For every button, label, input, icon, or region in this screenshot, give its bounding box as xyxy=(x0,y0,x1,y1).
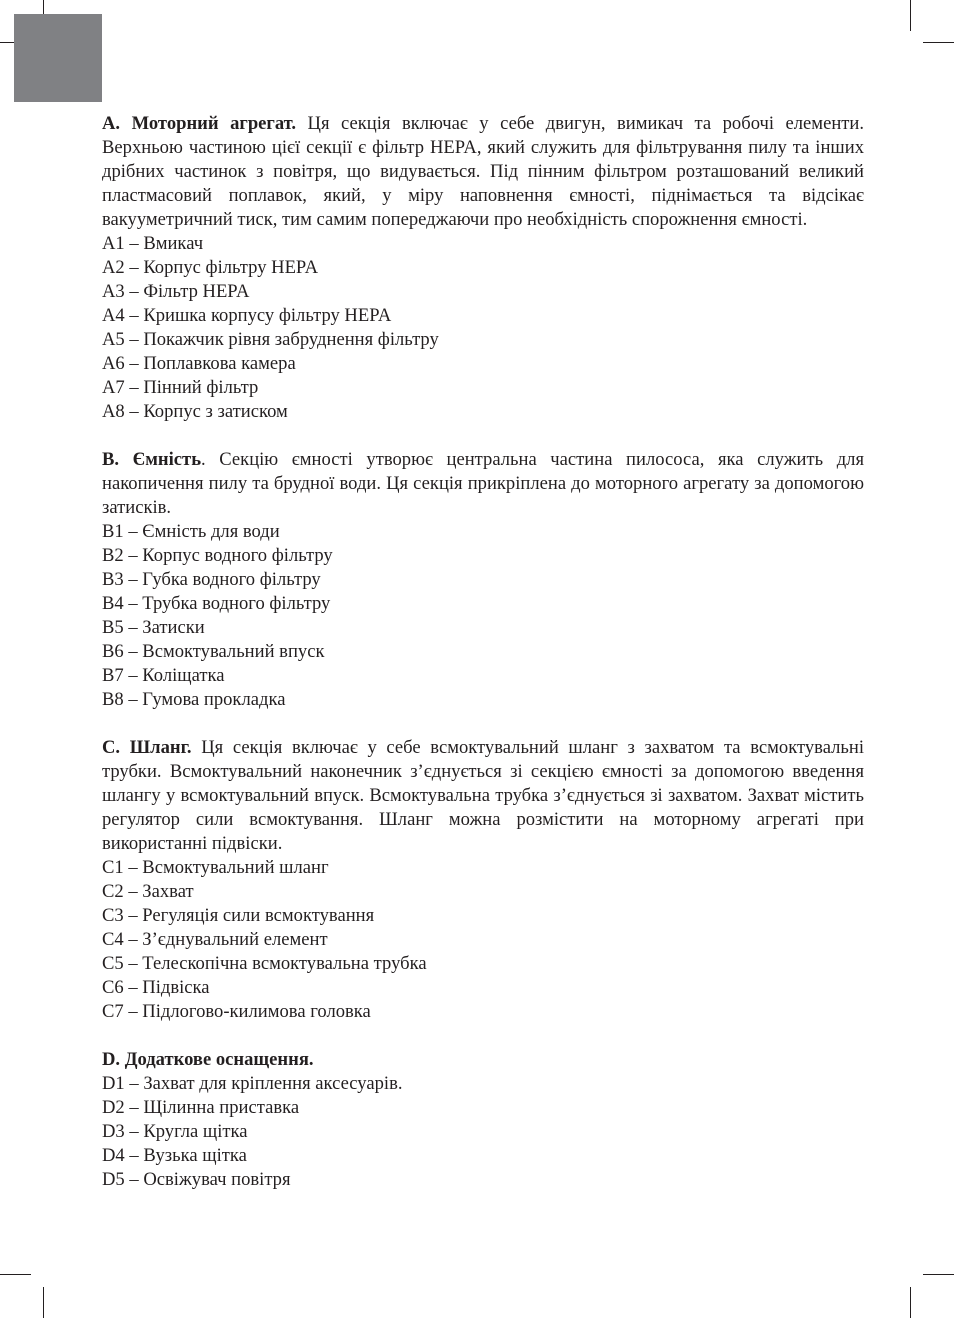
crop-mark-top-right-horizontal xyxy=(923,42,954,43)
crop-mark-bottom-right-vertical xyxy=(910,1287,911,1318)
section-intro xyxy=(102,1048,864,1072)
list-item: B2 – Корпус водного фільтру xyxy=(102,545,333,566)
list-item: D1 – Захват для кріплення аксесуарів. xyxy=(102,1073,403,1094)
list-item: B5 – Затиски xyxy=(102,617,205,638)
section-intro xyxy=(102,736,864,856)
list-item: A6 – Поплавкова камера xyxy=(102,353,296,374)
crop-mark-top-right-vertical xyxy=(910,0,911,31)
list-item: A2 – Корпус фільтру HEPA xyxy=(102,257,318,278)
list-item: C2 – Захват xyxy=(102,881,194,902)
section-text: Ця секція включає у себе двигун, вимикач та робочі елементи. Верхньою частиною цієї секції є фільтр HEPA, який служить для фільтрування пилу та інших дрібних частинок з повітря, що видувається. Під пінним фільтром розташований великий пластмасовий поплавок, який, у міру наповнення ємності, піднімається та відсікає вакууметричний тиск, тим самим попереджаючи про необхідність спорожнення ємності. xyxy=(102,113,864,230)
section-text: . Секцію ємності утворює центральна частина пилососа, яка служить для накопичення пилу та брудної води. Ця секція прикріплена до моторного агрегату за допомогою затисків. xyxy=(102,449,865,518)
list-item: B7 – Коліщатка xyxy=(102,665,225,686)
document-body xyxy=(102,112,864,1216)
list-item: D5 – Освіжувач повітря xyxy=(102,1169,291,1190)
list-item: C4 – З’єднувальний елемент xyxy=(102,929,328,950)
list-item: B8 – Гумова прокладка xyxy=(102,689,286,710)
list-item: D2 – Щілинна приставка xyxy=(102,1097,300,1118)
list-item: C3 – Регуляція сили всмоктування xyxy=(102,905,375,926)
list-item: B3 – Губка водного фільтру xyxy=(102,569,321,590)
crop-mark-bottom-right-horizontal xyxy=(923,1274,954,1275)
section-heading: C. Шланг. xyxy=(102,737,192,758)
list-item: C6 – Підвіска xyxy=(102,977,210,998)
section-a xyxy=(102,112,864,424)
section-d xyxy=(102,1048,864,1192)
list-item: B1 – Ємність для води xyxy=(102,521,280,542)
crop-mark-bottom-left-horizontal xyxy=(0,1274,31,1275)
section-heading: B. Ємність xyxy=(102,449,202,470)
list-item: B4 – Трубка водного фільтру xyxy=(102,593,331,614)
list-item: C5 – Телескопічна всмоктувальна трубка xyxy=(102,953,427,974)
list-item: A1 – Вмикач xyxy=(102,233,204,254)
section-heading: D. Додаткове оснащення. xyxy=(102,1049,314,1070)
list-item: D4 – Вузька щітка xyxy=(102,1145,247,1166)
crop-mark-bottom-left-vertical xyxy=(43,1287,44,1318)
section-text: Ця секція включає у себе всмоктувальний шланг з захватом та всмоктувальні трубки. Всмоктувальний наконечник з’єднується зі секцією ємності за допомогою введення шлангу у всмоктувальний впуск. Всмоктувальна трубка з’єднується зі захватом. Захват містить регулятор сили всмоктування. Шланг можна розмістити на моторному агрегаті при використанні підвіски. xyxy=(102,737,864,854)
list-item: A4 – Кришка корпусу фільтру HEPA xyxy=(102,305,392,326)
list-item: C7 – Підлогово-килимова головка xyxy=(102,1001,371,1022)
list-item: D3 – Кругла щітка xyxy=(102,1121,248,1142)
corner-color-block xyxy=(14,14,102,102)
section-intro xyxy=(102,112,864,232)
list-item: A8 – Корпус з затиском xyxy=(102,401,288,422)
list-item: A5 – Покажчик рівня забруднення фільтру xyxy=(102,329,439,350)
list-item: A3 – Фільтр HEPA xyxy=(102,281,250,302)
section-heading: A. Моторний агрегат. xyxy=(102,113,297,134)
section-b xyxy=(102,448,864,712)
list-item: A7 – Пінний фільтр xyxy=(102,377,259,398)
list-item: C1 – Всмоктувальний шланг xyxy=(102,857,329,878)
section-c xyxy=(102,736,864,1024)
section-intro xyxy=(102,448,864,520)
list-item: B6 – Всмоктувальний впуск xyxy=(102,641,325,662)
